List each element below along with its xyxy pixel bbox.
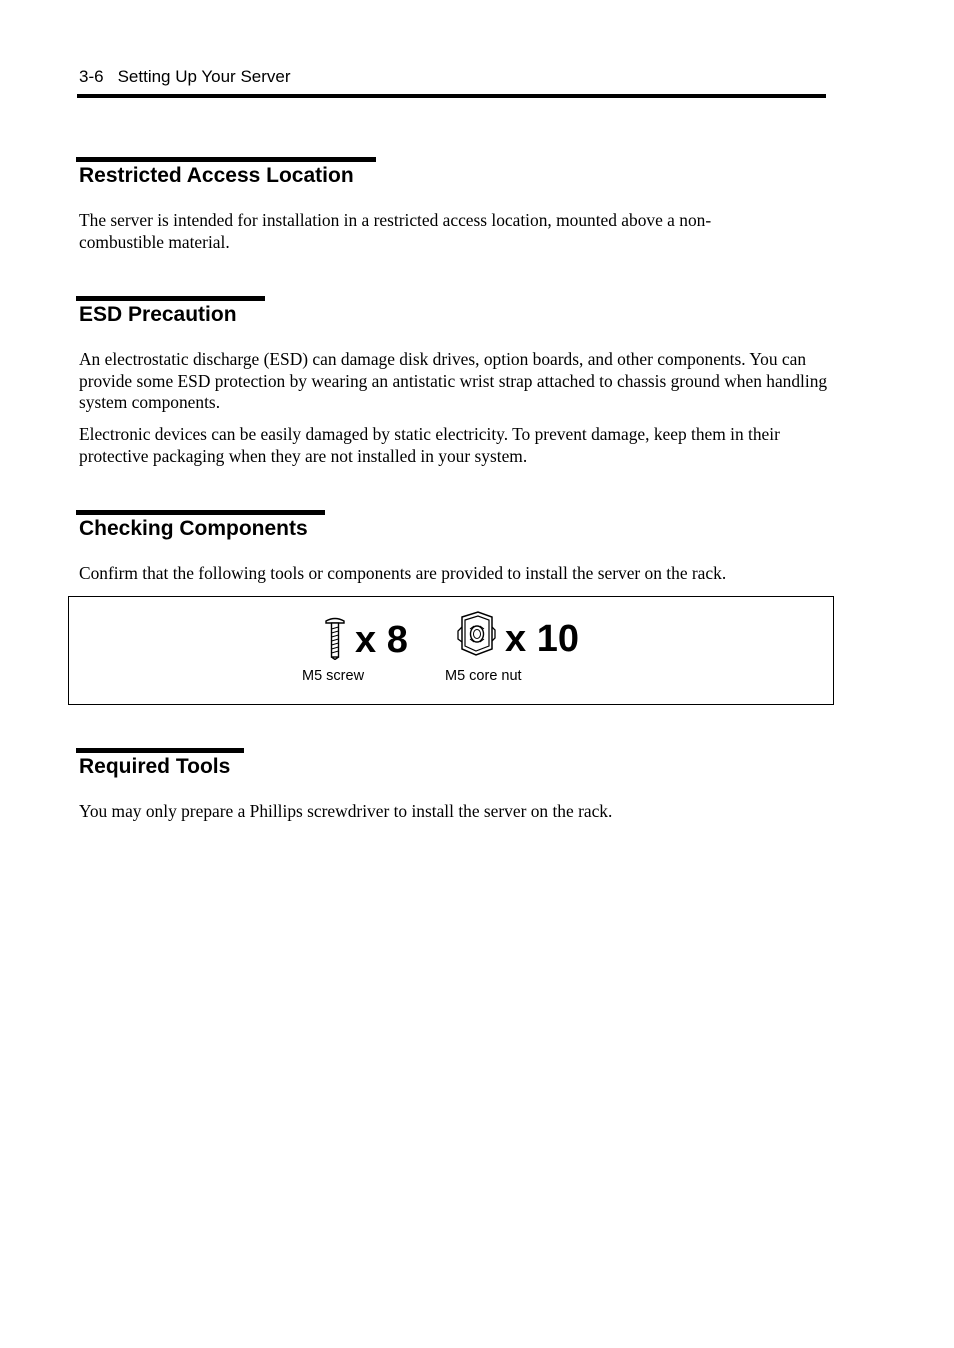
screw-caption: M5 screw — [302, 668, 365, 684]
paragraph-esd-2: Electronic devices can be easily damaged by static electricity. To prevent damage, keep them in their protective packaging when they are not installed in your system. — [79, 424, 780, 466]
paragraph-restricted-access: The server is intended for installation in a restricted access location, mounted above a non-combustible material. — [79, 210, 712, 252]
core-nut-icon — [456, 609, 496, 659]
core-nut-caption: M5 core nut — [445, 668, 522, 684]
section-title-esd-precaution: ESD Precaution — [79, 303, 237, 326]
running-header — [79, 66, 291, 88]
section-bar — [76, 510, 325, 515]
section-title-checking-components: Checking Components — [79, 517, 308, 540]
core-nut-quantity: x 10 — [505, 618, 579, 660]
section-title-required-tools: Required Tools — [79, 755, 231, 778]
header-rule — [77, 94, 826, 98]
paragraph-checking-components: Confirm that the following tools or components are provided to install the server on the rack. — [79, 563, 727, 583]
section-bar — [76, 157, 376, 162]
section-title-restricted-access: Restricted Access Location — [79, 164, 354, 187]
paragraph-esd-1: An electrostatic discharge (ESD) can damage disk drives, option boards, and other components. You can provide some ESD protection by wearing an antistatic wrist strap attached to chassis ground when handling system components. — [79, 349, 828, 412]
screw-quantity: x 8 — [355, 619, 408, 661]
page-number: 3-6 — [79, 67, 104, 86]
section-bar — [76, 748, 244, 753]
screw-icon — [323, 616, 347, 660]
paragraph-required-tools: You may only prepare a Phillips screwdriver to install the server on the rack. — [79, 801, 613, 821]
components-box — [68, 596, 834, 705]
section-bar — [76, 296, 265, 301]
chapter-title: Setting Up Your Server — [117, 67, 291, 86]
